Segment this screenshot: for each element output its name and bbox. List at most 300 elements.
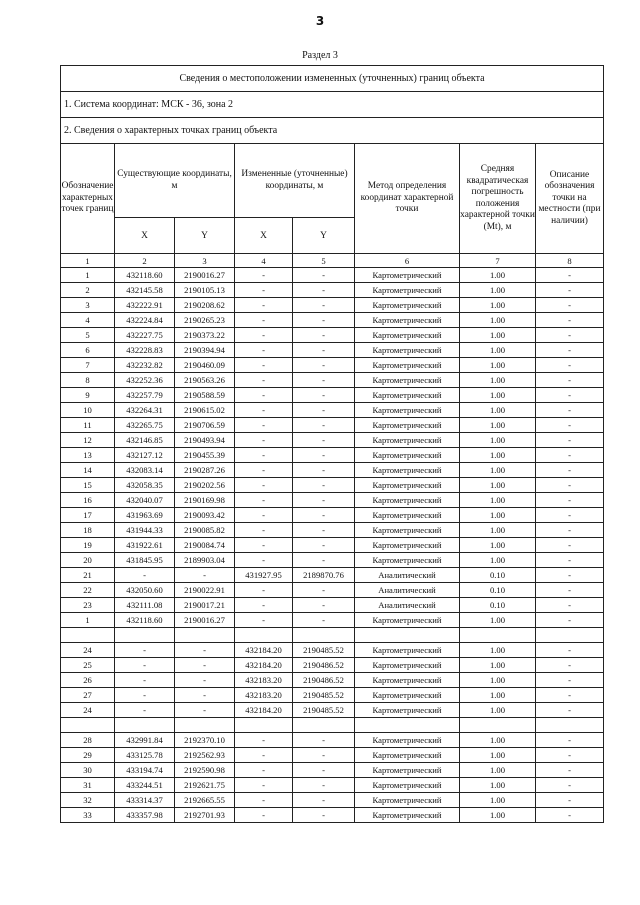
table-row [61, 778, 604, 793]
y-changed-cell: - [293, 508, 355, 523]
description-cell: - [536, 688, 604, 703]
y-changed-cell: - [293, 493, 355, 508]
description-cell: - [536, 643, 604, 658]
description-cell: - [536, 418, 604, 433]
method-cell: Картометрический [355, 298, 460, 313]
x-existing-cell: 432111.08 [115, 598, 175, 613]
y-changed-cell: - [293, 793, 355, 808]
point-id-cell: 33 [61, 808, 115, 823]
point-id-cell: 26 [61, 673, 115, 688]
table-row [61, 808, 604, 823]
empty-cell [235, 718, 293, 733]
table-row [61, 613, 604, 628]
y-changed-cell: - [293, 808, 355, 823]
y-existing-cell: 2190093.42 [175, 508, 235, 523]
y-changed-cell: - [293, 523, 355, 538]
table-row [61, 643, 604, 658]
coord-system: 1. Система координат: МСК - 36, зона 2 [61, 92, 604, 118]
table-row [61, 733, 604, 748]
error-cell: 1.00 [460, 478, 536, 493]
y-changed-cell: 2190486.52 [293, 673, 355, 688]
x-existing-cell: 432991.84 [115, 733, 175, 748]
x-changed-cell: 432184.20 [235, 703, 293, 718]
method-cell: Картометрический [355, 733, 460, 748]
table-row [61, 568, 604, 583]
x-existing-cell: 431845.95 [115, 553, 175, 568]
empty-cell [61, 628, 115, 643]
point-id-cell: 21 [61, 568, 115, 583]
x-existing-cell: 432232.82 [115, 358, 175, 373]
y-changed-cell: - [293, 448, 355, 463]
point-id-cell: 24 [61, 703, 115, 718]
y-changed-cell: - [293, 538, 355, 553]
description-cell: - [536, 343, 604, 358]
method-cell: Картометрический [355, 778, 460, 793]
table-row [61, 328, 604, 343]
y-changed-cell: - [293, 268, 355, 283]
error-cell: 1.00 [460, 688, 536, 703]
method-cell: Аналитический [355, 568, 460, 583]
y-changed-cell: - [293, 433, 355, 448]
method-cell: Картометрический [355, 763, 460, 778]
method-cell: Картометрический [355, 508, 460, 523]
point-id-cell: 15 [61, 478, 115, 493]
table-row [61, 433, 604, 448]
y-existing-cell: - [175, 673, 235, 688]
x-existing-cell: 433314.37 [115, 793, 175, 808]
table-row [61, 463, 604, 478]
y-changed-cell: - [293, 373, 355, 388]
x-existing-cell: 433125.78 [115, 748, 175, 763]
x-changed-cell: - [235, 748, 293, 763]
column-number: 7 [460, 254, 536, 268]
x-existing-cell: 432265.75 [115, 418, 175, 433]
description-cell: - [536, 553, 604, 568]
error-cell: 1.00 [460, 283, 536, 298]
x-existing-cell: 431944.33 [115, 523, 175, 538]
description-cell: - [536, 298, 604, 313]
y-changed-cell: 2189870.76 [293, 568, 355, 583]
header-y-changed: Y [293, 218, 355, 254]
empty-cell [115, 628, 175, 643]
point-id-cell: 12 [61, 433, 115, 448]
method-cell: Картометрический [355, 313, 460, 328]
error-cell: 1.00 [460, 703, 536, 718]
x-existing-cell: - [115, 658, 175, 673]
description-cell: - [536, 808, 604, 823]
x-existing-cell: - [115, 643, 175, 658]
x-changed-cell: 432183.20 [235, 688, 293, 703]
method-cell: Картометрический [355, 433, 460, 448]
x-changed-cell: - [235, 373, 293, 388]
table-row [61, 298, 604, 313]
description-cell: - [536, 328, 604, 343]
method-cell: Картометрический [355, 373, 460, 388]
y-changed-cell: - [293, 778, 355, 793]
x-existing-cell: 433357.98 [115, 808, 175, 823]
x-existing-cell: - [115, 673, 175, 688]
x-existing-cell: 432127.12 [115, 448, 175, 463]
empty-cell [61, 718, 115, 733]
x-existing-cell: 431963.69 [115, 508, 175, 523]
point-id-cell: 1 [61, 268, 115, 283]
error-cell: 1.00 [460, 403, 536, 418]
x-existing-cell: 432118.60 [115, 613, 175, 628]
point-id-cell: 17 [61, 508, 115, 523]
table-row [61, 358, 604, 373]
y-changed-cell: - [293, 598, 355, 613]
error-cell: 1.00 [460, 538, 536, 553]
method-cell: Картометрический [355, 463, 460, 478]
method-cell: Картометрический [355, 688, 460, 703]
description-cell: - [536, 523, 604, 538]
error-cell: 1.00 [460, 463, 536, 478]
point-id-cell: 7 [61, 358, 115, 373]
x-changed-cell: - [235, 598, 293, 613]
y-existing-cell: 2190084.74 [175, 538, 235, 553]
method-cell: Картометрический [355, 793, 460, 808]
table-title: Сведения о местоположении измененных (уточненных) границ объекта [61, 66, 604, 92]
empty-cell [293, 718, 355, 733]
description-cell: - [536, 268, 604, 283]
x-existing-cell: - [115, 568, 175, 583]
method-cell: Картометрический [355, 268, 460, 283]
y-existing-cell: 2192562.93 [175, 748, 235, 763]
column-number: 1 [61, 254, 115, 268]
x-existing-cell: - [115, 688, 175, 703]
header-method: Метод определения координат характерной точки [355, 144, 460, 254]
method-cell: Картометрический [355, 403, 460, 418]
x-changed-cell: - [235, 493, 293, 508]
y-changed-cell: - [293, 313, 355, 328]
method-cell: Картометрический [355, 658, 460, 673]
point-id-cell: 1 [61, 613, 115, 628]
x-existing-cell: 432222.91 [115, 298, 175, 313]
error-cell: 0.10 [460, 583, 536, 598]
method-cell: Картометрический [355, 478, 460, 493]
table-row [61, 703, 604, 718]
y-existing-cell: 2190615.02 [175, 403, 235, 418]
table-row [61, 538, 604, 553]
x-changed-cell: - [235, 553, 293, 568]
empty-cell [460, 628, 536, 643]
table-row [61, 388, 604, 403]
column-number: 4 [235, 254, 293, 268]
error-cell: 1.00 [460, 433, 536, 448]
column-number: 5 [293, 254, 355, 268]
x-changed-cell: - [235, 613, 293, 628]
y-existing-cell: 2190706.59 [175, 418, 235, 433]
x-changed-cell: - [235, 508, 293, 523]
error-cell: 0.10 [460, 598, 536, 613]
description-cell: - [536, 313, 604, 328]
x-changed-cell: - [235, 448, 293, 463]
y-existing-cell: 2190105.13 [175, 283, 235, 298]
point-id-cell: 27 [61, 688, 115, 703]
y-existing-cell: 2192665.55 [175, 793, 235, 808]
method-cell: Аналитический [355, 598, 460, 613]
error-cell: 1.00 [460, 418, 536, 433]
y-existing-cell: 2190017.21 [175, 598, 235, 613]
x-changed-cell: - [235, 433, 293, 448]
method-cell: Картометрический [355, 418, 460, 433]
section-title: Раздел 3 [302, 50, 338, 61]
point-id-cell: 4 [61, 313, 115, 328]
description-cell: - [536, 658, 604, 673]
y-existing-cell: 2192590.98 [175, 763, 235, 778]
error-cell: 1.00 [460, 613, 536, 628]
table-row [61, 478, 604, 493]
error-cell: 1.00 [460, 658, 536, 673]
method-cell: Картометрический [355, 553, 460, 568]
empty-cell [355, 718, 460, 733]
x-changed-cell: - [235, 343, 293, 358]
description-cell: - [536, 778, 604, 793]
table-row [61, 583, 604, 598]
empty-cell [175, 718, 235, 733]
boundary-points-table [60, 65, 604, 823]
table-row [61, 553, 604, 568]
method-cell: Картометрический [355, 808, 460, 823]
error-cell: 1.00 [460, 448, 536, 463]
y-existing-cell: 2190287.26 [175, 463, 235, 478]
point-id-cell: 16 [61, 493, 115, 508]
point-id-cell: 9 [61, 388, 115, 403]
error-cell: 1.00 [460, 763, 536, 778]
description-cell: - [536, 493, 604, 508]
description-cell: - [536, 508, 604, 523]
y-existing-cell: 2190022.91 [175, 583, 235, 598]
description-cell: - [536, 568, 604, 583]
description-cell: - [536, 733, 604, 748]
error-cell: 1.00 [460, 778, 536, 793]
table-row [61, 688, 604, 703]
point-id-cell: 11 [61, 418, 115, 433]
description-cell: - [536, 763, 604, 778]
column-numbers-row [61, 254, 604, 268]
y-changed-cell: - [293, 388, 355, 403]
y-existing-cell: 2192370.10 [175, 733, 235, 748]
error-cell: 1.00 [460, 523, 536, 538]
y-changed-cell: - [293, 763, 355, 778]
point-id-cell: 19 [61, 538, 115, 553]
x-changed-cell: 431927.95 [235, 568, 293, 583]
description-cell: - [536, 433, 604, 448]
y-changed-cell: - [293, 343, 355, 358]
y-changed-cell: - [293, 583, 355, 598]
description-cell: - [536, 388, 604, 403]
y-changed-cell: - [293, 463, 355, 478]
x-existing-cell: 432083.14 [115, 463, 175, 478]
x-existing-cell: 432252.36 [115, 373, 175, 388]
table-row [61, 268, 604, 283]
x-changed-cell: - [235, 313, 293, 328]
error-cell: 0.10 [460, 568, 536, 583]
error-cell: 1.00 [460, 343, 536, 358]
y-existing-cell: 2189903.04 [175, 553, 235, 568]
method-cell: Картометрический [355, 388, 460, 403]
x-changed-cell: - [235, 388, 293, 403]
y-changed-cell: - [293, 613, 355, 628]
y-existing-cell: - [175, 643, 235, 658]
x-existing-cell: 431922.61 [115, 538, 175, 553]
x-existing-cell: 432040.07 [115, 493, 175, 508]
x-existing-cell: - [115, 703, 175, 718]
x-changed-cell: - [235, 418, 293, 433]
table-row [61, 523, 604, 538]
x-changed-cell: 432183.20 [235, 673, 293, 688]
table-row [61, 793, 604, 808]
column-number: 8 [536, 254, 604, 268]
x-existing-cell: 432118.60 [115, 268, 175, 283]
error-cell: 1.00 [460, 388, 536, 403]
x-existing-cell: 432146.85 [115, 433, 175, 448]
x-existing-cell: 432257.79 [115, 388, 175, 403]
method-cell: Картометрический [355, 493, 460, 508]
description-cell: - [536, 673, 604, 688]
error-cell: 1.00 [460, 793, 536, 808]
method-cell: Аналитический [355, 583, 460, 598]
point-id-cell: 14 [61, 463, 115, 478]
error-cell: 1.00 [460, 373, 536, 388]
error-cell: 1.00 [460, 313, 536, 328]
description-cell: - [536, 583, 604, 598]
method-cell: Картометрический [355, 328, 460, 343]
y-existing-cell: - [175, 568, 235, 583]
error-cell: 1.00 [460, 508, 536, 523]
header-x-existing: X [115, 218, 175, 254]
description-cell: - [536, 463, 604, 478]
method-cell: Картометрический [355, 523, 460, 538]
y-changed-cell: 2190485.52 [293, 688, 355, 703]
description-cell: - [536, 478, 604, 493]
y-changed-cell: - [293, 418, 355, 433]
x-existing-cell: 432227.75 [115, 328, 175, 343]
point-id-cell: 28 [61, 733, 115, 748]
error-cell: 1.00 [460, 673, 536, 688]
header-designation: Обозначение характерных точек границ [61, 144, 115, 254]
point-id-cell: 22 [61, 583, 115, 598]
point-id-cell: 3 [61, 298, 115, 313]
error-cell: 1.00 [460, 493, 536, 508]
points-heading: 2. Сведения о характерных точках границ объекта [61, 118, 604, 144]
y-changed-cell: - [293, 328, 355, 343]
table-row [61, 508, 604, 523]
y-existing-cell: 2190563.26 [175, 373, 235, 388]
x-changed-cell: - [235, 463, 293, 478]
table-row [61, 448, 604, 463]
group-separator-row [61, 628, 604, 643]
method-cell: Картометрический [355, 538, 460, 553]
x-changed-cell: - [235, 403, 293, 418]
y-existing-cell: 2190455.39 [175, 448, 235, 463]
y-changed-cell: 2190486.52 [293, 658, 355, 673]
y-changed-cell: - [293, 283, 355, 298]
x-changed-cell: - [235, 298, 293, 313]
y-changed-cell: - [293, 748, 355, 763]
method-cell: Картометрический [355, 748, 460, 763]
header-error: Средняя квадратическая погрешность положения характерной точки (Mt), м [460, 144, 536, 254]
method-cell: Картометрический [355, 358, 460, 373]
x-existing-cell: 433194.74 [115, 763, 175, 778]
empty-cell [175, 628, 235, 643]
y-changed-cell: - [293, 403, 355, 418]
y-existing-cell: 2190016.27 [175, 613, 235, 628]
table-row [61, 283, 604, 298]
y-changed-cell: - [293, 298, 355, 313]
description-cell: - [536, 448, 604, 463]
table-row [61, 673, 604, 688]
error-cell: 1.00 [460, 358, 536, 373]
y-changed-cell: 2190485.52 [293, 703, 355, 718]
x-changed-cell: - [235, 358, 293, 373]
x-existing-cell: 432050.60 [115, 583, 175, 598]
x-changed-cell: - [235, 538, 293, 553]
y-existing-cell: 2190085.82 [175, 523, 235, 538]
y-existing-cell: 2190169.98 [175, 493, 235, 508]
description-cell: - [536, 358, 604, 373]
x-changed-cell: - [235, 808, 293, 823]
table-row [61, 763, 604, 778]
y-changed-cell: - [293, 358, 355, 373]
description-cell: - [536, 598, 604, 613]
y-existing-cell: 2190208.62 [175, 298, 235, 313]
column-number: 2 [115, 254, 175, 268]
point-id-cell: 24 [61, 643, 115, 658]
x-changed-cell: - [235, 523, 293, 538]
header-existing: Существующие координаты, м [115, 144, 235, 218]
table-row [61, 373, 604, 388]
x-changed-cell: - [235, 778, 293, 793]
error-cell: 1.00 [460, 328, 536, 343]
table-row [61, 598, 604, 613]
header-description: Описание обозначения точки на местности (при наличии) [536, 144, 604, 254]
y-existing-cell: 2190202.56 [175, 478, 235, 493]
x-changed-cell: - [235, 478, 293, 493]
table-row [61, 658, 604, 673]
header-y-existing: Y [175, 218, 235, 254]
point-id-cell: 2 [61, 283, 115, 298]
description-cell: - [536, 283, 604, 298]
table-row [61, 493, 604, 508]
column-number: 6 [355, 254, 460, 268]
x-existing-cell: 432264.31 [115, 403, 175, 418]
x-existing-cell: 432228.83 [115, 343, 175, 358]
method-cell: Картометрический [355, 673, 460, 688]
x-existing-cell: 432145.58 [115, 283, 175, 298]
x-changed-cell: - [235, 583, 293, 598]
description-cell: - [536, 613, 604, 628]
error-cell: 1.00 [460, 733, 536, 748]
method-cell: Картометрический [355, 643, 460, 658]
x-existing-cell: 432058.35 [115, 478, 175, 493]
point-id-cell: 31 [61, 778, 115, 793]
description-cell: - [536, 748, 604, 763]
y-changed-cell: - [293, 553, 355, 568]
error-cell: 1.00 [460, 808, 536, 823]
method-cell: Картометрический [355, 283, 460, 298]
table-row [61, 313, 604, 328]
x-changed-cell: - [235, 328, 293, 343]
point-id-cell: 25 [61, 658, 115, 673]
table-row [61, 343, 604, 358]
x-changed-cell: - [235, 268, 293, 283]
error-cell: 1.00 [460, 748, 536, 763]
point-id-cell: 30 [61, 763, 115, 778]
point-id-cell: 18 [61, 523, 115, 538]
y-existing-cell: 2190460.09 [175, 358, 235, 373]
x-changed-cell: 432184.20 [235, 658, 293, 673]
